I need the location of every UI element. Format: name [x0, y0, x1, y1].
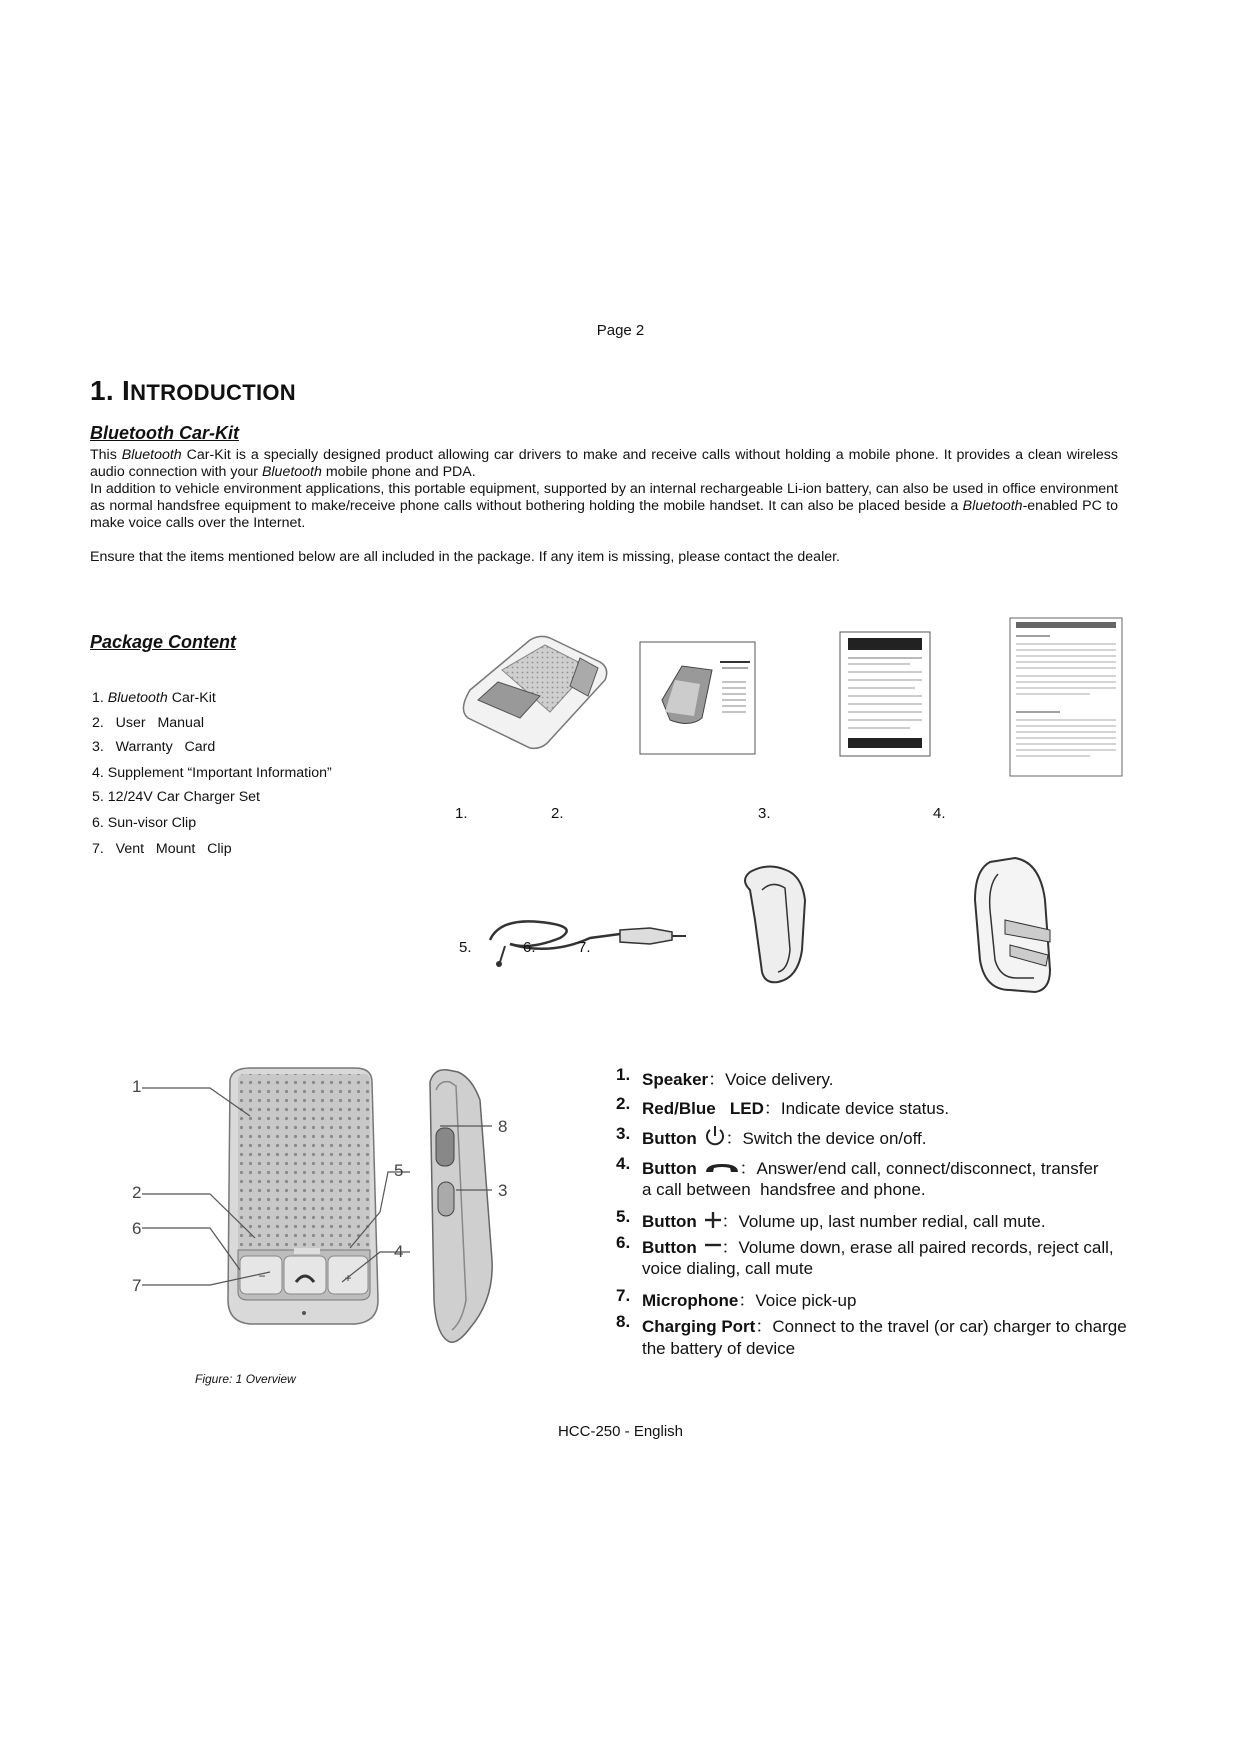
fig-label-1: 1. [455, 805, 468, 822]
warranty-card-image [840, 632, 930, 756]
feature-num: 2. [616, 1094, 631, 1113]
feature-desc: ：Indicate device status. [763, 1099, 950, 1118]
callout-7: 7 [132, 1276, 142, 1295]
intro-paragraph-1 [90, 447, 1118, 481]
feature-label: Button [642, 1129, 697, 1148]
feature-label: Button [642, 1159, 697, 1178]
list-item-num: 4. [92, 765, 104, 781]
list-item-num: 6. [92, 815, 104, 831]
callout-3: 3 [498, 1181, 508, 1200]
section-title-rest: NTRODUCTION [130, 380, 296, 405]
para1-text-e: mobile phone and PDA. [321, 464, 476, 480]
minus-icon [704, 1238, 722, 1252]
fig-label-4: 4. [933, 805, 946, 822]
section-number: 1. [90, 375, 114, 406]
feature-num: 5. [616, 1207, 631, 1226]
list-item [92, 690, 216, 706]
list-item-italic: Bluetooth [107, 690, 168, 706]
intro-paragraph-3: Ensure that the items mentioned below are all included in the package. If any item is missing, please contact the dealer. [90, 549, 840, 565]
figure-caption: Figure: 1 Overview [195, 1372, 296, 1386]
fig-label-7: 7. [578, 939, 591, 956]
feature-num: 6. [616, 1233, 631, 1252]
feature-desc: ：Volume up, last number redial, call mute. [721, 1212, 1046, 1231]
feature-desc: ：Connect to the travel (or car) charger to charge [755, 1317, 1127, 1336]
list-item-num: 5. [92, 789, 104, 805]
list-item [92, 715, 204, 731]
fig-label-2: 2. [551, 805, 564, 822]
list-item-text: User Manual [115, 715, 204, 731]
svg-text:+: + [344, 1271, 352, 1285]
list-item-text: Vent Mount Clip [115, 841, 232, 857]
feature-num: 8. [616, 1312, 631, 1331]
list-item [92, 815, 196, 831]
carkit-device-image [463, 636, 606, 748]
feature-num: 1. [616, 1065, 631, 1084]
para1-text-a: This [90, 447, 122, 463]
feature-num: 3. [616, 1124, 631, 1143]
callout-8: 8 [498, 1117, 508, 1136]
power-icon [704, 1125, 726, 1147]
feature-desc: ：Switch the device on/off. [725, 1129, 927, 1148]
plus-icon [704, 1211, 722, 1229]
callout-6: 6 [132, 1219, 142, 1238]
callout-4: 4 [394, 1242, 404, 1261]
device-front-image [228, 1068, 378, 1324]
feature-desc: ：Volume down, erase all paired records, reject call, [721, 1238, 1114, 1257]
bluetooth-carkit-heading: Bluetooth Car-Kit [90, 423, 239, 443]
feature-desc: a call between handsfree and phone. [642, 1180, 926, 1199]
callout-2: 2 [132, 1183, 142, 1202]
svg-text:−: − [258, 1269, 266, 1283]
list-item-num: 7. [92, 841, 104, 857]
feature-label: Charging Port [642, 1317, 756, 1336]
callout-5: 5 [394, 1161, 404, 1180]
list-item-num: 3. [92, 739, 104, 755]
device-side-image [430, 1070, 492, 1342]
feature-desc: voice dialing, call mute [642, 1259, 814, 1278]
feature-label: Button [642, 1212, 697, 1231]
page-footer: HCC-250 - English [557, 1423, 684, 1440]
fig-label-5: 5. [459, 939, 472, 956]
list-item-text: Warranty Card [115, 739, 216, 755]
sun-visor-clip-image [745, 866, 805, 982]
user-manual-image [640, 642, 755, 754]
section-title-initial: I [122, 375, 131, 406]
feature-label: Button [642, 1238, 697, 1257]
para2-italic-bluetooth: Bluetooth [962, 498, 1023, 514]
vent-mount-clip-image [975, 858, 1050, 992]
callout-1: 1 [132, 1077, 142, 1096]
para1-italic-bluetooth-2: Bluetooth [261, 464, 322, 480]
para1-text-c: Car-Kit is a specially designed product allowing car drivers to make and receive calls without holding a mobile phone. It provides a clean wireless audio connection with your [90, 447, 1118, 480]
list-item-num: 1. [92, 690, 104, 706]
feature-label: Microphone [642, 1291, 739, 1310]
list-item-text: Sun-visor Clip [107, 815, 197, 831]
list-item [92, 789, 260, 805]
list-item-num: 2. [92, 715, 104, 731]
list-item [92, 739, 215, 755]
feature-desc: ：Voice delivery. [708, 1070, 834, 1089]
feature-desc: ：Voice pick-up [738, 1291, 857, 1310]
intro-paragraph-2 [90, 481, 1118, 532]
para2-text-c: -enabled PC to make voice calls over the Internet. [90, 498, 1118, 531]
fig-label-3: 3. [758, 805, 771, 822]
supplement-image [1010, 618, 1122, 776]
para2-text-a: In addition to vehicle environment applications, this portable equipment, supported by an internal rechargeable Li-ion battery, can also be used in office environment as normal handsfree equipment to make/receive phone calls without bothering holding the mobile handset. It can also be placed beside a [90, 481, 1118, 514]
list-item-text: Car-Kit [167, 690, 216, 706]
list-item [92, 765, 332, 781]
feature-desc: ：Answer/end call, connect/disconnect, transfer [739, 1159, 1099, 1178]
phone-icon [704, 1161, 740, 1175]
list-item [92, 841, 232, 857]
feature-desc: the battery of device [642, 1339, 796, 1358]
fig-label-6: 6. [523, 939, 536, 956]
list-item-text: 12/24V Car Charger Set [107, 789, 261, 805]
package-content-heading: Package Content [90, 632, 237, 652]
para1-italic-bluetooth: Bluetooth [121, 447, 182, 463]
feature-label: Red/Blue LED [642, 1099, 764, 1118]
feature-label: Speaker [642, 1070, 709, 1089]
feature-num: 4. [616, 1154, 631, 1173]
section-heading [90, 375, 296, 407]
feature-num: 7. [616, 1286, 631, 1305]
overview-figure [120, 1060, 590, 1360]
page-number: Page 2 [596, 322, 645, 339]
list-item-text: Supplement “Important Information” [107, 765, 332, 781]
